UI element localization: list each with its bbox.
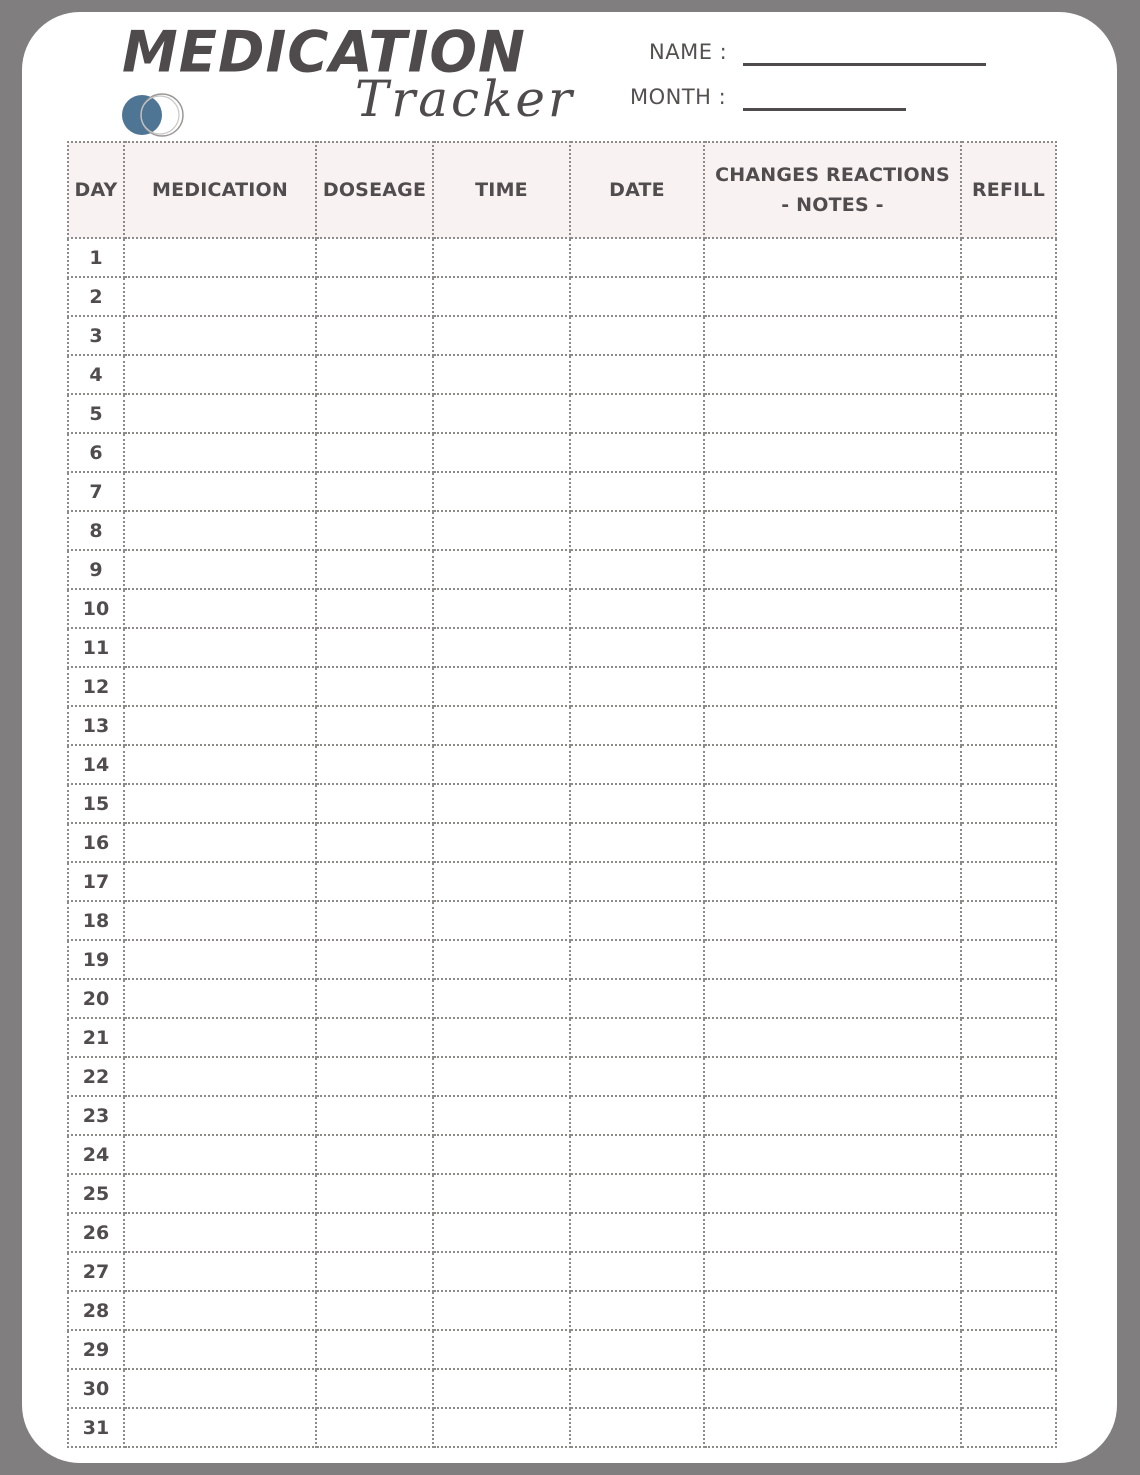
refill-cell[interactable] [961,784,1056,823]
refill-cell[interactable] [961,511,1056,550]
time-cell[interactable] [433,277,570,316]
time-cell[interactable] [433,1135,570,1174]
notes-cell[interactable] [704,901,961,940]
doseage-cell[interactable] [316,394,433,433]
time-cell[interactable] [433,1252,570,1291]
table-row [68,706,1056,745]
medication-cell[interactable] [124,940,316,979]
day-number: 28 [68,1291,124,1330]
date-cell[interactable] [570,940,704,979]
date-cell[interactable] [570,472,704,511]
notes-cell[interactable] [704,1057,961,1096]
column-header-label: DATE [609,179,665,201]
table-row [68,862,1056,901]
date-cell[interactable] [570,277,704,316]
time-cell[interactable] [433,1096,570,1135]
refill-cell[interactable] [961,316,1056,355]
page-title: MEDICATION [122,19,526,86]
medication-cell[interactable] [124,1213,316,1252]
doseage-cell[interactable] [316,784,433,823]
date-cell[interactable] [570,394,704,433]
doseage-cell[interactable] [316,511,433,550]
refill-cell[interactable] [961,1135,1056,1174]
time-cell[interactable] [433,316,570,355]
notes-cell[interactable] [704,589,961,628]
notes-cell[interactable] [704,628,961,667]
date-cell[interactable] [570,550,704,589]
day-number: 23 [68,1096,124,1135]
day-number: 24 [68,1135,124,1174]
notes-cell[interactable] [704,979,961,1018]
notes-cell[interactable] [704,1330,961,1369]
table-row [68,316,1056,355]
notes-cell[interactable] [704,238,961,277]
table-row [68,1252,1056,1291]
date-cell[interactable] [570,784,704,823]
medication-cell[interactable] [124,706,316,745]
notes-cell[interactable] [704,1096,961,1135]
column-header-medication [124,142,316,238]
notes-cell[interactable] [704,433,961,472]
time-cell[interactable] [433,550,570,589]
refill-cell[interactable] [961,979,1056,1018]
doseage-cell[interactable] [316,979,433,1018]
notes-cell[interactable] [704,940,961,979]
refill-cell[interactable] [961,1213,1056,1252]
refill-cell[interactable] [961,1291,1056,1330]
date-cell[interactable] [570,628,704,667]
medication-cell[interactable] [124,238,316,277]
date-cell[interactable] [570,1330,704,1369]
table-row [68,511,1056,550]
notes-cell[interactable] [704,1135,961,1174]
notes-cell[interactable] [704,1174,961,1213]
medication-cell[interactable] [124,628,316,667]
doseage-cell[interactable] [316,862,433,901]
table-row [68,901,1056,940]
medication-table [67,141,1057,1448]
medication-cell[interactable] [124,472,316,511]
notes-cell[interactable] [704,277,961,316]
refill-cell[interactable] [961,628,1056,667]
date-cell[interactable] [570,1135,704,1174]
medication-cell[interactable] [124,394,316,433]
date-cell[interactable] [570,1213,704,1252]
column-header-refill [961,142,1056,238]
time-cell[interactable] [433,628,570,667]
medication-cell[interactable] [124,901,316,940]
table-row [68,745,1056,784]
date-cell[interactable] [570,433,704,472]
date-cell[interactable] [570,706,704,745]
medication-cell[interactable] [124,277,316,316]
time-cell[interactable] [433,784,570,823]
column-header-doseage [316,142,433,238]
day-number: 4 [68,355,124,394]
time-cell[interactable] [433,1408,570,1447]
day-number: 18 [68,901,124,940]
day-number: 21 [68,1018,124,1057]
medication-cell[interactable] [124,1369,316,1408]
table-row [68,394,1056,433]
month-label: MONTH : [630,85,727,109]
day-number: 13 [68,706,124,745]
refill-cell[interactable] [961,901,1056,940]
refill-cell[interactable] [961,667,1056,706]
refill-cell[interactable] [961,1018,1056,1057]
notes-cell[interactable] [704,394,961,433]
date-cell[interactable] [570,511,704,550]
notes-cell[interactable] [704,472,961,511]
table-row [68,628,1056,667]
doseage-cell[interactable] [316,823,433,862]
table-row [68,1096,1056,1135]
doseage-cell[interactable] [316,1057,433,1096]
column-header-label: TIME [475,179,528,201]
doseage-cell[interactable] [316,1174,433,1213]
medication-cell[interactable] [124,511,316,550]
day-number: 9 [68,550,124,589]
day-number: 8 [68,511,124,550]
date-cell[interactable] [570,1057,704,1096]
doseage-cell[interactable] [316,901,433,940]
day-number: 3 [68,316,124,355]
table-header-row [68,142,1056,238]
day-number: 27 [68,1252,124,1291]
table-row [68,1330,1056,1369]
notes-cell[interactable] [704,1018,961,1057]
time-cell[interactable] [433,1369,570,1408]
time-cell[interactable] [433,433,570,472]
doseage-cell[interactable] [316,1135,433,1174]
medication-cell[interactable] [124,550,316,589]
time-cell[interactable] [433,1291,570,1330]
day-number: 20 [68,979,124,1018]
date-cell[interactable] [570,823,704,862]
date-cell[interactable] [570,1018,704,1057]
notes-cell[interactable] [704,1252,961,1291]
medication-cell[interactable] [124,862,316,901]
notes-cell[interactable] [704,823,961,862]
notes-cell[interactable] [704,1369,961,1408]
doseage-cell[interactable] [316,940,433,979]
time-cell[interactable] [433,589,570,628]
column-header-label: DOSEAGE [322,179,427,201]
doseage-cell[interactable] [316,1330,433,1369]
notes-cell[interactable] [704,1408,961,1447]
refill-cell[interactable] [961,823,1056,862]
day-number: 15 [68,784,124,823]
medication-cell[interactable] [124,1408,316,1447]
column-header-date [570,142,704,238]
table-row [68,823,1056,862]
time-cell[interactable] [433,706,570,745]
time-cell[interactable] [433,1174,570,1213]
table-row [68,1213,1056,1252]
medication-cell[interactable] [124,1135,316,1174]
table-body [68,238,1056,1447]
refill-cell[interactable] [961,1369,1056,1408]
date-cell[interactable] [570,238,704,277]
notes-cell[interactable] [704,511,961,550]
notes-cell[interactable] [704,706,961,745]
date-cell[interactable] [570,1174,704,1213]
column-header-day [68,142,124,238]
date-cell[interactable] [570,1408,704,1447]
refill-cell[interactable] [961,940,1056,979]
table-row [68,277,1056,316]
medication-cell[interactable] [124,355,316,394]
time-cell[interactable] [433,901,570,940]
day-number: 17 [68,862,124,901]
time-cell[interactable] [433,1330,570,1369]
medication-cell[interactable] [124,823,316,862]
refill-cell[interactable] [961,745,1056,784]
doseage-cell[interactable] [316,1252,433,1291]
page-subtitle-script: Tracker [355,70,575,128]
table-row [68,1057,1056,1096]
refill-cell[interactable] [961,550,1056,589]
refill-cell[interactable] [961,238,1056,277]
day-number: 7 [68,472,124,511]
medication-cell[interactable] [124,1018,316,1057]
time-cell[interactable] [433,355,570,394]
time-cell[interactable] [433,667,570,706]
doseage-cell[interactable] [316,628,433,667]
time-cell[interactable] [433,979,570,1018]
refill-cell[interactable] [961,1330,1056,1369]
table-row [68,550,1056,589]
day-number: 6 [68,433,124,472]
medication-cell[interactable] [124,979,316,1018]
table-row [68,1291,1056,1330]
day-number: 12 [68,667,124,706]
time-cell[interactable] [433,394,570,433]
day-number: 31 [68,1408,124,1447]
table-row [68,589,1056,628]
day-number: 16 [68,823,124,862]
column-header-notes [704,142,961,238]
date-cell[interactable] [570,1369,704,1408]
doseage-cell[interactable] [316,706,433,745]
refill-cell[interactable] [961,277,1056,316]
notes-cell[interactable] [704,745,961,784]
medication-cell[interactable] [124,745,316,784]
notes-cell[interactable] [704,784,961,823]
day-number: 29 [68,1330,124,1369]
name-field[interactable] [743,63,986,66]
date-cell[interactable] [570,745,704,784]
refill-cell[interactable] [961,394,1056,433]
medication-cell[interactable] [124,1174,316,1213]
table-row [68,1408,1056,1447]
medication-cell[interactable] [124,1291,316,1330]
date-cell[interactable] [570,316,704,355]
table-row [68,1018,1056,1057]
doseage-cell[interactable] [316,472,433,511]
notes-cell[interactable] [704,316,961,355]
day-number: 22 [68,1057,124,1096]
day-number: 26 [68,1213,124,1252]
time-cell[interactable] [433,940,570,979]
doseage-cell[interactable] [316,1291,433,1330]
doseage-cell[interactable] [316,550,433,589]
date-cell[interactable] [570,901,704,940]
medication-cell[interactable] [124,1057,316,1096]
doseage-cell[interactable] [316,1408,433,1447]
refill-cell[interactable] [961,1096,1056,1135]
column-header-label: CHANGES REACTIONS [715,164,950,186]
time-cell[interactable] [433,1057,570,1096]
medication-cell[interactable] [124,667,316,706]
table-row [68,1369,1056,1408]
date-cell[interactable] [570,589,704,628]
doseage-cell[interactable] [316,277,433,316]
refill-cell[interactable] [961,1252,1056,1291]
name-label: NAME : [649,40,728,64]
medication-cell[interactable] [124,589,316,628]
date-cell[interactable] [570,1096,704,1135]
date-cell[interactable] [570,1252,704,1291]
table-row [68,940,1056,979]
table-row [68,667,1056,706]
table-row [68,1174,1056,1213]
table-row [68,238,1056,277]
table-row [68,979,1056,1018]
column-header-time [433,142,570,238]
day-number: 30 [68,1369,124,1408]
medication-cell[interactable] [124,1252,316,1291]
month-field[interactable] [743,108,906,111]
doseage-cell[interactable] [316,238,433,277]
notes-cell[interactable] [704,550,961,589]
doseage-cell[interactable] [316,433,433,472]
time-cell[interactable] [433,472,570,511]
time-cell[interactable] [433,745,570,784]
day-number: 5 [68,394,124,433]
day-number: 14 [68,745,124,784]
refill-cell[interactable] [961,433,1056,472]
doseage-cell[interactable] [316,1018,433,1057]
day-number: 10 [68,589,124,628]
time-cell[interactable] [433,238,570,277]
column-header-label: MEDICATION [152,179,288,201]
time-cell[interactable] [433,1213,570,1252]
day-number: 11 [68,628,124,667]
refill-cell[interactable] [961,472,1056,511]
column-header-label: DAY [74,179,118,201]
notes-cell[interactable] [704,355,961,394]
notes-cell[interactable] [704,667,961,706]
notes-cell[interactable] [704,862,961,901]
doseage-cell[interactable] [316,1369,433,1408]
doseage-cell[interactable] [316,589,433,628]
column-header-label: REFILL [971,179,1046,201]
date-cell[interactable] [570,862,704,901]
day-number: 2 [68,277,124,316]
table-row [68,784,1056,823]
medication-cell[interactable] [124,1096,316,1135]
refill-cell[interactable] [961,862,1056,901]
doseage-cell[interactable] [316,1213,433,1252]
time-cell[interactable] [433,862,570,901]
date-cell[interactable] [570,667,704,706]
refill-cell[interactable] [961,1057,1056,1096]
date-cell[interactable] [570,355,704,394]
day-number: 19 [68,940,124,979]
refill-cell[interactable] [961,589,1056,628]
notes-cell[interactable] [704,1291,961,1330]
day-number: 25 [68,1174,124,1213]
refill-cell[interactable] [961,1174,1056,1213]
table-row [68,472,1056,511]
date-cell[interactable] [570,1291,704,1330]
overlapping-circles-icon [118,92,188,138]
refill-cell[interactable] [961,355,1056,394]
table-row [68,1135,1056,1174]
refill-cell[interactable] [961,706,1056,745]
notes-cell[interactable] [704,1213,961,1252]
medication-cell[interactable] [124,433,316,472]
day-number: 1 [68,238,124,277]
date-cell[interactable] [570,979,704,1018]
table-row [68,433,1056,472]
medication-cell[interactable] [124,1330,316,1369]
doseage-cell[interactable] [316,316,433,355]
time-cell[interactable] [433,1018,570,1057]
doseage-cell[interactable] [316,1096,433,1135]
table-row [68,355,1056,394]
time-cell[interactable] [433,823,570,862]
time-cell[interactable] [433,511,570,550]
doseage-cell[interactable] [316,355,433,394]
medication-cell[interactable] [124,316,316,355]
column-header-sublabel: - NOTES - [781,194,884,216]
medication-cell[interactable] [124,784,316,823]
doseage-cell[interactable] [316,667,433,706]
doseage-cell[interactable] [316,745,433,784]
refill-cell[interactable] [961,1408,1056,1447]
